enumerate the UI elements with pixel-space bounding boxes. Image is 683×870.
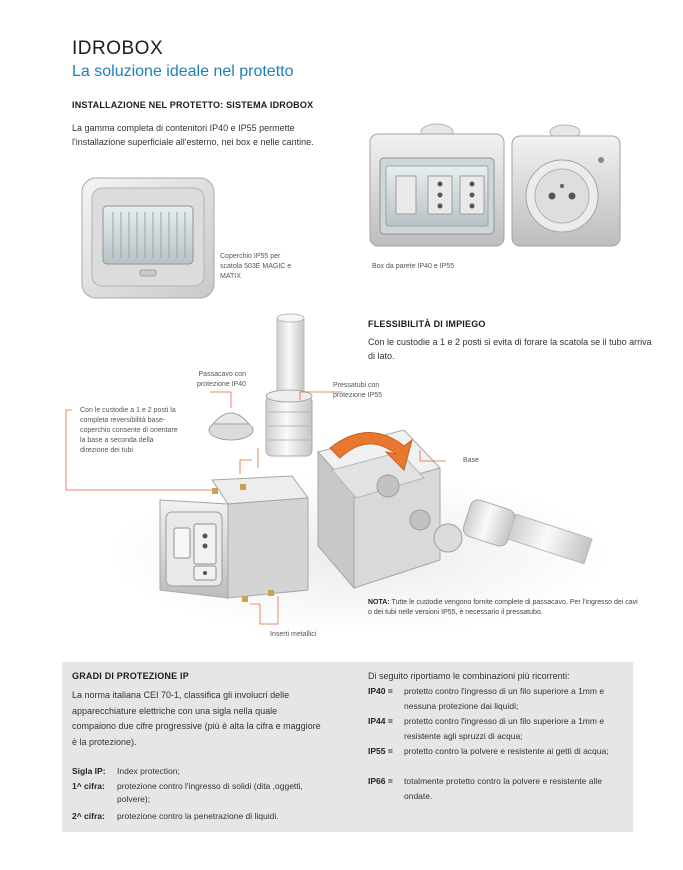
cover-caption: Coperchio IP55 per scatola 503E MAGIC e MATIX: [220, 253, 292, 280]
note-label: NOTA:: [368, 599, 390, 606]
pressatubi-gland: [266, 390, 312, 456]
ip-description: protetto contro la polvere e resistente ai getti di acqua;: [404, 746, 609, 756]
ip-code: IP66 =: [368, 776, 393, 786]
label-pressatubi: Pressatubi con protezione IP55: [333, 382, 383, 399]
wall-box-window-image: [370, 124, 504, 246]
definition-key: 2^ cifra:: [72, 811, 105, 821]
ip-code: IP40 =: [368, 686, 393, 696]
label-passacavo: Passacavo con protezione IP40: [196, 371, 246, 388]
ip-description: totalmente protetto contro la polvere e resistente alle ondate.: [404, 776, 602, 801]
label-inserti: Inserti metallici: [270, 631, 317, 638]
vertical-pipe: [277, 314, 304, 394]
ip-code: IP55 =: [368, 746, 393, 756]
ip-combination-row: [368, 744, 630, 759]
definition-value: protezione contro l'ingresso di solidi (dita ,oggetti, polvere);: [117, 781, 303, 804]
page-subtitle: La soluzione ideale nel protetto: [72, 63, 294, 80]
ip-code: IP44 =: [368, 716, 393, 726]
definition-row: [72, 765, 327, 778]
flex-body: Con le custodie a 1 e 2 posti si evita di forare la scatola se il tubo arriva di lato.: [368, 337, 652, 361]
ip-heading: GRADI DI PROTEZIONE IP: [72, 671, 189, 681]
wall-box-socket-image: [512, 125, 620, 246]
definition-value: Index protection;: [117, 766, 180, 776]
label-custodie: Con le custodie a 1 e 2 posti la completa reversibilità base-coperchio consente di orientare la base a seconda della direzione dei tubi: [80, 407, 178, 454]
definition-row: [72, 780, 327, 806]
page-title: IDROBOX: [72, 38, 164, 59]
note-text: Tutte le custodie vengono fornite complete di passacavo. Per l'ingresso dei cavi o dei tubi nelle versioni IP55, è necessario il pressatubo.: [368, 599, 638, 616]
ip-combination-row: [368, 684, 630, 714]
cover-ip55-image: [82, 178, 214, 298]
note-block: [368, 598, 638, 618]
install-body: La gamma completa di contenitori IP40 e IP55 permette l'installazione superficiale all'esterno, nei box e nelle cantine.: [72, 123, 314, 147]
enclosure-cover: [160, 476, 308, 602]
definition-key: 1^ cifra:: [72, 781, 105, 791]
flex-heading: FLESSIBILITÀ DI IMPIEGO: [368, 319, 486, 329]
ip-description: protetto contro l'ingresso di un filo superiore a 1mm e nessuna protezione dai liquidi;: [404, 686, 605, 711]
definition-row: [72, 810, 327, 823]
definition-value: protezione contro la penetrazione di liquidi.: [117, 811, 279, 821]
install-heading: INSTALLAZIONE NEL PROTETTO: SISTEMA IDROBOX: [72, 100, 314, 110]
wallbox-caption: Box da parete IP40 e IP55: [372, 263, 455, 270]
label-base: Base: [463, 457, 479, 464]
definition-key: Sigla IP:: [72, 766, 106, 776]
ip-combination-row: [368, 714, 630, 744]
ip-combination-row: [368, 774, 630, 804]
passacavo-cap: [209, 413, 253, 440]
ip-description: protetto contro l'ingresso di un filo superiore a 1mm e resistente agli spruzzi di acqua;: [404, 716, 605, 741]
ip-body: La norma italiana CEI 70-1, classifica gli involucri delle apparecchiature elettriche con una sigla nella quale compaiono due cifre progressive (più è alta la cifra e maggiore è la protezione).: [72, 690, 321, 747]
combinations-intro: Di seguito riportiamo le combinazioni più ricorrenti:: [368, 671, 570, 681]
